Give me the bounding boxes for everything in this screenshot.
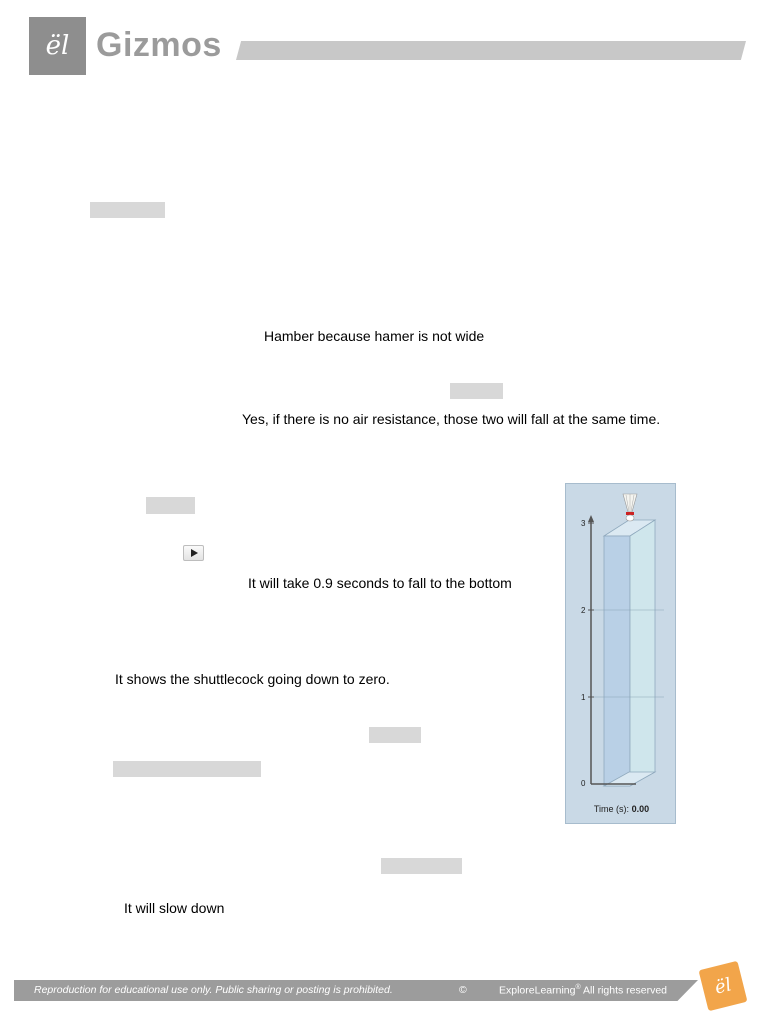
time-readout (566, 804, 677, 814)
redacted-block (146, 497, 195, 514)
rights-text: All rights reserved (582, 984, 668, 997)
footer-company-rights (499, 984, 667, 997)
play-button[interactable] (183, 545, 204, 561)
axis-tick-0: 0 (581, 779, 586, 788)
drop-tube-graphic (566, 484, 677, 825)
play-icon (190, 549, 198, 557)
redacted-block (90, 202, 165, 218)
redacted-block (450, 383, 503, 399)
axis-tick-3: 3 (581, 519, 586, 528)
answer-text: Hamber because hamer is not wide (264, 328, 485, 344)
brand-title: Gizmos (96, 26, 222, 64)
axis-tick-1: 1 (581, 693, 586, 702)
shuttlecock-icon (623, 494, 637, 521)
redacted-block (381, 858, 462, 874)
footer-copyright: © (459, 984, 467, 996)
company-name: ExploreLearning (499, 984, 576, 997)
redacted-block (369, 727, 421, 743)
footer-logo-glyph: ël (712, 973, 734, 999)
redacted-block (113, 761, 261, 777)
answer-text: Yes, if there is no air resistance, those two will fall at the same time. (242, 411, 661, 427)
footer-notice: Reproduction for educational use only. Public sharing or posting is prohibited. (34, 984, 393, 996)
answer-text: It will take 0.9 seconds to fall to the bottom (248, 575, 512, 591)
simulation-panel (565, 483, 676, 824)
footer-logo (699, 961, 748, 1011)
time-value: 0.00 (631, 804, 650, 814)
header-bar (236, 41, 746, 60)
answer-text: It will slow down (124, 900, 225, 916)
logo-glyph: ël (45, 31, 70, 61)
gizmos-logo (29, 17, 86, 75)
registered-mark: ® (575, 984, 581, 991)
axis-tick-2: 2 (581, 606, 586, 615)
answer-text: It shows the shuttlecock going down to zero. (115, 671, 390, 687)
time-label: Time (s): (593, 804, 630, 814)
